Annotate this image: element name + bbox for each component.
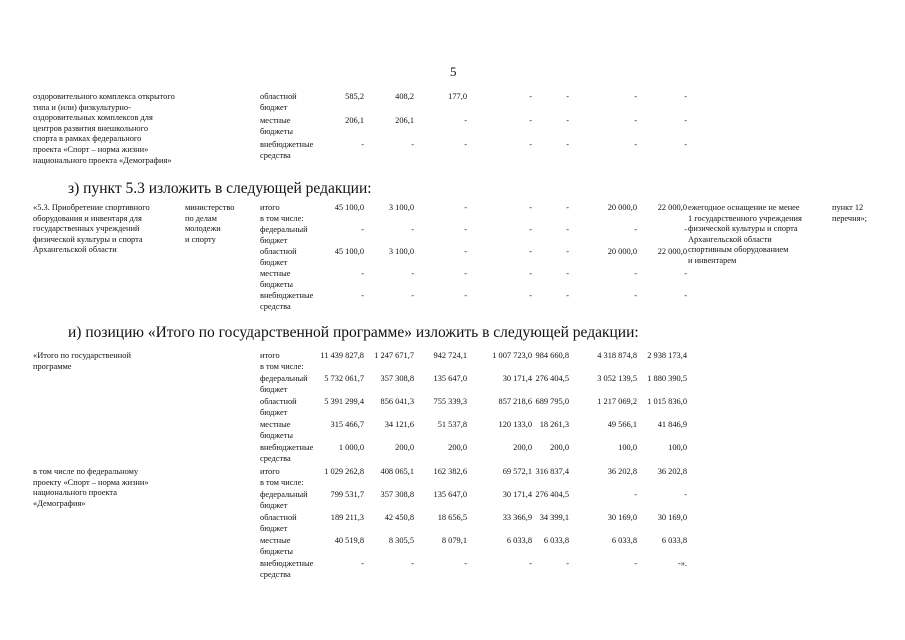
funding-value: 1 007 723,0 (492, 351, 532, 360)
funding-value: 357 308,8 (380, 490, 414, 499)
funding-source-label: федеральный (260, 374, 308, 383)
funding-value: - (634, 291, 637, 300)
funding-value: - (566, 269, 569, 278)
funding-value: 3 100,0 (388, 247, 414, 256)
funding-value: - (684, 490, 687, 499)
row-description-line: физической культуры и спорта (33, 234, 143, 244)
funding-value: 18 261,3 (539, 420, 569, 429)
funding-value: 36 202,8 (607, 467, 637, 476)
funding-source-label: внебюджетные (260, 559, 314, 568)
funding-value: - (634, 140, 637, 149)
reference-line: пункт 12 (832, 203, 864, 212)
funding-value: - (529, 291, 532, 300)
funding-value: - (464, 247, 467, 256)
funding-value: 135 647,0 (433, 490, 467, 499)
funding-value: 6 033,8 (611, 536, 637, 545)
funding-value: 2 938 173,4 (647, 351, 687, 360)
funding-source-label: местные (260, 420, 291, 429)
row-description-line: национального проекта (33, 488, 117, 498)
funding-value: - (566, 92, 569, 101)
funding-value: 357 308,8 (380, 374, 414, 383)
funding-value: 276 404,5 (535, 490, 569, 499)
funding-value: - (566, 559, 569, 568)
funding-value: 69 572,1 (502, 467, 532, 476)
funding-value: 6 033,8 (506, 536, 532, 545)
funding-value: - (464, 559, 467, 568)
funding-value: - (529, 247, 532, 256)
funding-value: 100,0 (618, 443, 637, 452)
funding-source-label: внебюджетные (260, 291, 314, 300)
funding-value: 22 000,0 (657, 247, 687, 256)
funding-value: 856 041,3 (380, 397, 414, 406)
funding-source-label: областной (260, 513, 297, 522)
funding-value: -». (677, 559, 687, 568)
funding-value: 36 202,8 (657, 467, 687, 476)
funding-source-label: в том числе: (260, 213, 304, 223)
funding-value: - (411, 140, 414, 149)
funding-source-label: бюджет (260, 235, 288, 245)
funding-source-label: бюджет (260, 500, 288, 510)
funding-value: 6 033,8 (661, 536, 687, 545)
funding-value: 200,0 (448, 443, 467, 452)
funding-value: 585,2 (345, 92, 364, 101)
funding-source-label: местные (260, 269, 291, 278)
funding-value: - (634, 92, 637, 101)
funding-value: - (361, 291, 364, 300)
funding-value: 689 795,0 (535, 397, 569, 406)
funding-value: 6 033,8 (543, 536, 569, 545)
funding-value: - (634, 559, 637, 568)
funding-value: - (529, 559, 532, 568)
funding-value: 200,0 (395, 443, 414, 452)
funding-source-label: в том числе: (260, 361, 304, 371)
reference-line: перечня»; (832, 213, 867, 223)
funding-value: 276 404,5 (535, 374, 569, 383)
funding-value: 51 537,8 (437, 420, 467, 429)
funding-value: 34 121,6 (384, 420, 414, 429)
funding-value: - (529, 116, 532, 125)
funding-value: - (361, 269, 364, 278)
executor-line: по делам (185, 213, 217, 223)
funding-value: 857 218,6 (498, 397, 532, 406)
executor-line: министерство (185, 203, 235, 212)
funding-value: 42 450,8 (384, 513, 414, 522)
funding-value: 18 656,5 (437, 513, 467, 522)
funding-value: 200,0 (550, 443, 569, 452)
funding-value: - (684, 291, 687, 300)
funding-value: 41 846,9 (657, 420, 687, 429)
executor-line: и спорту (185, 234, 216, 244)
funding-value: 3 052 139,5 (597, 374, 637, 383)
funding-value: - (361, 559, 364, 568)
funding-source-label: средства (260, 453, 291, 463)
funding-value: - (634, 490, 637, 499)
funding-value: 30 171,4 (502, 374, 532, 383)
funding-value: 20 000,0 (607, 247, 637, 256)
row-description-line: в том числе по федеральному (33, 467, 139, 476)
row-description-line: оборудования и инвентаря для (33, 213, 142, 223)
funding-value: 315 466,7 (330, 420, 364, 429)
funding-source-label: бюджет (260, 523, 288, 533)
funding-value: - (566, 116, 569, 125)
row-description-line: «Демография» (33, 498, 86, 508)
funding-value: - (464, 291, 467, 300)
row-description-line: типа и (или) физкультурно- (33, 102, 131, 112)
row-description-line: государственных учреждений (33, 224, 140, 234)
result-line: Архангельской области (688, 234, 772, 244)
row-description-line: проекту «Спорт – норма жизни» (33, 477, 149, 487)
funding-source-label: итого (260, 203, 280, 212)
result-line: ежегодное оснащение не менее (688, 203, 800, 212)
result-line: спортивным оборудованием (688, 245, 789, 255)
funding-value: 4 318 874,8 (597, 351, 637, 360)
funding-source-label: областной (260, 397, 297, 406)
funding-value: - (684, 269, 687, 278)
funding-source-label: областной (260, 247, 297, 256)
row-description-line: «Итого по государственной (33, 351, 131, 360)
funding-source-label: областной (260, 92, 297, 101)
section-heading-i: и) позицию «Итого по государственной программе» изложить в следующей редакции: (68, 324, 639, 341)
funding-value: 5 391 299,4 (324, 397, 364, 406)
row-description-line: оздоровительного комплекса открытого (33, 92, 175, 101)
funding-value: - (411, 225, 414, 234)
row-description-line: Архангельской области (33, 245, 117, 255)
funding-value: 49 566,1 (607, 420, 637, 429)
funding-value: - (529, 269, 532, 278)
funding-value: 408,2 (395, 92, 414, 101)
funding-value: - (566, 225, 569, 234)
funding-value: - (529, 92, 532, 101)
funding-value: 1 880 390,5 (647, 374, 687, 383)
funding-source-label: бюджет (260, 407, 288, 417)
page-number: 5 (450, 64, 457, 79)
funding-value: 45 100,0 (334, 203, 364, 212)
funding-value: 34 399,1 (539, 513, 569, 522)
funding-source-label: средства (260, 569, 291, 579)
funding-value: 200,0 (513, 443, 532, 452)
funding-value: 799 531,7 (330, 490, 364, 499)
row-description-line: программе (33, 361, 72, 371)
funding-value: 20 000,0 (607, 203, 637, 212)
funding-value: 1 217 069,2 (597, 397, 637, 406)
funding-value: - (566, 291, 569, 300)
funding-value: - (411, 269, 414, 278)
funding-value: - (634, 116, 637, 125)
section-heading-z: з) пункт 5.3 изложить в следующей редакции: (68, 180, 372, 197)
funding-value: 206,1 (395, 116, 414, 125)
funding-source-label: внебюджетные (260, 443, 314, 452)
funding-value: 8 305,5 (388, 536, 414, 545)
funding-value: 3 100,0 (388, 203, 414, 212)
funding-value: 33 366,9 (502, 513, 532, 522)
funding-source-label: бюджет (260, 257, 288, 267)
result-line: 1 государственного учреждения (688, 213, 802, 223)
funding-value: - (684, 92, 687, 101)
funding-source-label: бюджеты (260, 279, 294, 289)
funding-source-label: итого (260, 351, 280, 360)
funding-value: 11 439 827,8 (320, 351, 364, 360)
funding-value: - (684, 225, 687, 234)
row-description-line: оздоровительных комплексов для (33, 113, 153, 123)
funding-source-label: средства (260, 150, 291, 160)
funding-value: 984 660,8 (535, 351, 569, 360)
row-description-line: «5.3. Приобретение спортивного (33, 203, 150, 212)
funding-source-label: бюджеты (260, 430, 294, 440)
funding-value: 206,1 (345, 116, 364, 125)
funding-source-label: в том числе: (260, 477, 304, 487)
funding-value: 942 724,1 (433, 351, 467, 360)
funding-value: - (529, 140, 532, 149)
funding-value: 45 100,0 (334, 247, 364, 256)
funding-value: - (464, 225, 467, 234)
funding-value: - (411, 559, 414, 568)
funding-value: - (361, 225, 364, 234)
executor-line: молодежи (185, 224, 221, 234)
funding-value: 408 065,1 (380, 467, 414, 476)
row-description-line: проекта «Спорт – норма жизни» (33, 145, 149, 154)
result-line: физической культуры и спорта (688, 224, 798, 234)
funding-value: 755 339,3 (433, 397, 467, 406)
funding-source-label: федеральный (260, 490, 308, 499)
funding-value: - (634, 269, 637, 278)
funding-source-label: бюджеты (260, 126, 294, 136)
funding-value: 30 169,0 (657, 513, 687, 522)
funding-value: 100,0 (668, 443, 687, 452)
funding-value: 162 382,6 (433, 467, 467, 476)
funding-value: - (464, 140, 467, 149)
funding-value: - (464, 269, 467, 278)
funding-source-label: местные (260, 536, 291, 545)
funding-source-label: федеральный (260, 225, 308, 234)
funding-value: - (684, 140, 687, 149)
row-description-line: спорта в рамках федерального (33, 134, 142, 144)
funding-value: 189 211,3 (330, 513, 364, 522)
funding-value: - (529, 203, 532, 212)
funding-source-label: бюджет (260, 102, 288, 112)
funding-value: - (529, 225, 532, 234)
funding-source-label: итого (260, 467, 280, 476)
funding-value: - (684, 116, 687, 125)
funding-value: 316 837,4 (535, 467, 569, 476)
funding-value: 120 133,0 (498, 420, 532, 429)
funding-value: 1 000,0 (338, 443, 364, 452)
funding-value: - (566, 140, 569, 149)
funding-value: - (566, 203, 569, 212)
funding-value: - (464, 203, 467, 212)
funding-value: 1 247 671,7 (374, 351, 414, 360)
funding-source-label: местные (260, 116, 291, 125)
funding-source-label: средства (260, 301, 291, 311)
funding-value: 22 000,0 (657, 203, 687, 212)
funding-value: 40 519,8 (334, 536, 364, 545)
funding-value: - (464, 116, 467, 125)
funding-value: 135 647,0 (433, 374, 467, 383)
funding-value: 30 169,0 (607, 513, 637, 522)
funding-value: 8 079,1 (441, 536, 467, 545)
funding-value: 5 732 061,7 (324, 374, 364, 383)
funding-source-label: внебюджетные (260, 140, 314, 149)
funding-value: 1 029 262,8 (324, 467, 364, 476)
funding-source-label: бюджеты (260, 546, 294, 556)
row-description-line: национального проекта «Демография» (33, 155, 172, 165)
funding-source-label: бюджет (260, 384, 288, 394)
funding-value: - (411, 291, 414, 300)
funding-value: 177,0 (448, 92, 467, 101)
funding-value: 1 015 836,0 (647, 397, 687, 406)
funding-value: 30 171,4 (502, 490, 532, 499)
funding-value: - (634, 225, 637, 234)
funding-value: - (566, 247, 569, 256)
result-line: и инвентарем (688, 256, 737, 265)
row-description-line: центров развития внешкольного (33, 123, 149, 133)
funding-value: - (361, 140, 364, 149)
